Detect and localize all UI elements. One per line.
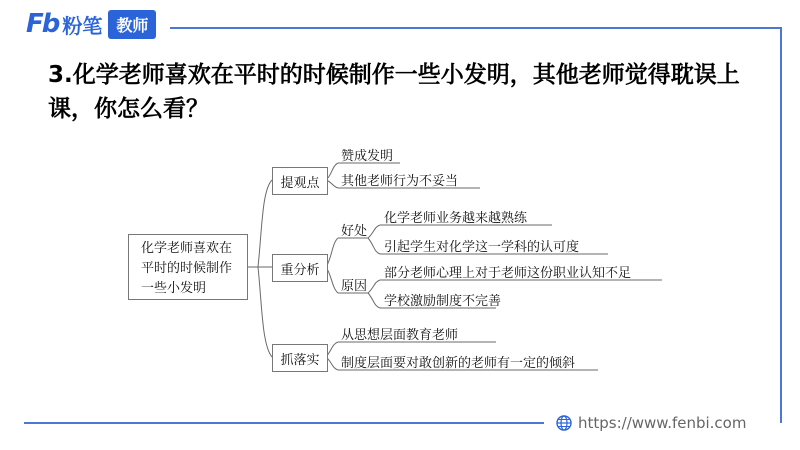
footer-url-text[interactable]: https://www.fenbi.com	[578, 414, 747, 432]
leaf-qita: 其他老师行为不妥当	[341, 174, 459, 189]
logo-mark: Fb	[26, 9, 59, 39]
sub-yuanyin: 原因	[341, 279, 368, 294]
leaf-zhuoluoshi-2: 制度层面要对敢创新的老师有一定的倾斜	[341, 356, 576, 371]
leaf-zhuoluoshi-1: 从思想层面教育老师	[341, 328, 459, 343]
sub-haochu: 好处	[341, 224, 368, 239]
leaf-yuanyin-1: 部分老师心理上对于老师这份职业认知不足	[384, 266, 632, 281]
logo-text: 粉笔	[62, 13, 103, 38]
mindmap-root: 化学老师喜欢在 平时的时候制作 一些小发明	[128, 234, 248, 300]
connector-trunk-low	[258, 267, 272, 357]
connector-haochu-2	[368, 238, 380, 254]
branch-zhongfenxi: 重分析	[272, 254, 328, 282]
connector-yuanyin-1	[368, 280, 380, 293]
leaf-yuanyin-2: 学校激励制度不完善	[384, 294, 502, 309]
leaf-haochu-1: 化学老师业务越来越熟练	[384, 211, 528, 226]
connector-haochu-1	[368, 225, 380, 238]
connector-trunk	[258, 180, 272, 267]
globe-icon	[556, 415, 572, 431]
leaf-haochu-2: 引起学生对化学这一学科的认可度	[384, 240, 580, 255]
branch-zhuoluoshi: 抓落实	[272, 344, 328, 372]
connector-yuanyin-2	[368, 293, 380, 308]
leaf-zancheng: 赞成发明	[341, 149, 394, 164]
question-title: 3.化学老师喜欢在平时的时候制作一些小发明，其他老师觉得耽误上课，你怎么看？	[48, 62, 740, 122]
branch-tiguandian: 提观点	[272, 167, 328, 195]
footer-url[interactable]	[556, 414, 746, 432]
logo-badge: 教师	[108, 10, 156, 39]
